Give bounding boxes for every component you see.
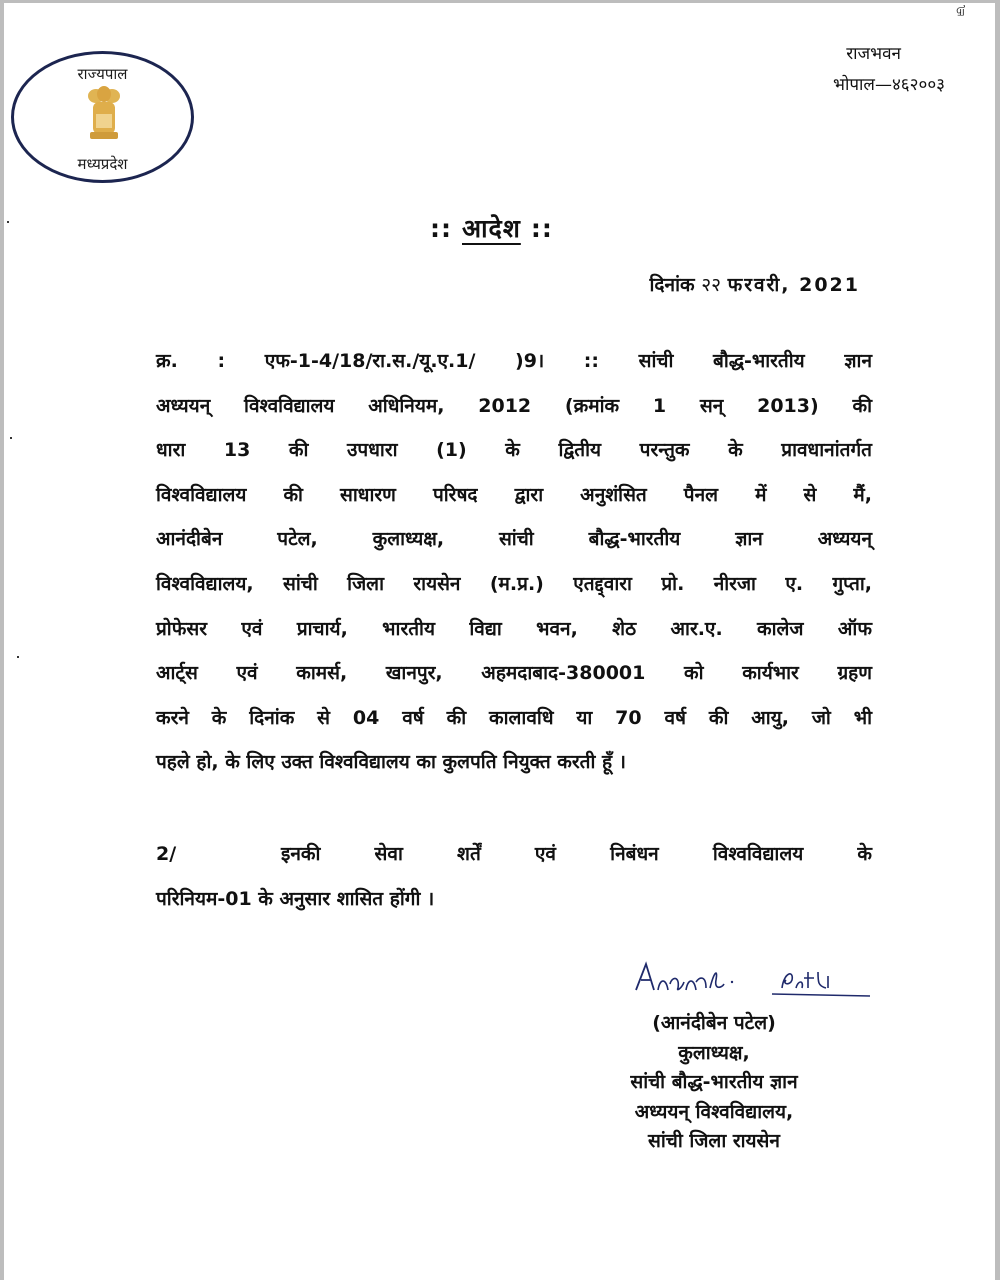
paragraph-2-line-1-text: इनकी सेवा शर्तें एवं निबंधन विश्वविद्यालय के	[281, 843, 872, 865]
handwritten-signature	[632, 958, 872, 1002]
title-prefix: ::	[430, 214, 452, 243]
seal-top-text: राज्यपाल	[77, 65, 128, 83]
paragraph-1	[156, 339, 872, 785]
paragraph-1-line: विश्वविद्यालय की साधारण परिषद द्वारा अनुशंसित पैनल में से मैं,	[156, 483, 872, 506]
governor-seal	[11, 51, 194, 183]
signatory-designation-line: सांची बौद्ध-भारतीय ज्ञान	[630, 1071, 798, 1093]
title-suffix: ::	[530, 214, 553, 243]
paragraph-1-line: धारा 13 की उपधारा (1) के द्वितीय परन्तुक के प्रावधानांतर्गत	[156, 439, 872, 462]
paragraph-1-line: विश्वविद्यालय, सांची जिला रायसेन (म.प्र.) एतद्द्वारा प्रो. नीरजा ए. गुप्ता,	[156, 572, 872, 595]
paragraph-1-line: आनंदीबेन पटेल, कुलाध्यक्ष, सांची बौद्ध-भारतीय ज्ञान अध्ययन्	[156, 528, 872, 551]
order-date	[650, 271, 860, 297]
paragraph-1-line: अध्ययन् विश्वविद्यालय अधिनियम, 2012 (क्रमांक 1 सन् 2013) की	[156, 394, 872, 417]
sender-address	[833, 39, 945, 101]
scan-speck	[17, 656, 19, 658]
address-line-1: राजभवन	[846, 44, 901, 64]
signatory-designation-line: सांची जिला रायसेन	[648, 1130, 780, 1152]
signatory-designation-line: अध्ययन् विश्वविद्यालय,	[634, 1100, 794, 1123]
paragraph-1-line: करने के दिनांक से 04 वर्ष की कालावधि या 70 वर्ष की आयु, जो भी	[156, 706, 872, 729]
paragraph-2-line-1	[156, 832, 872, 877]
signatory-name: (आनंदीबेन पटेल)	[652, 1012, 776, 1034]
paragraph-2-number: 2/	[156, 843, 177, 865]
paragraph-1-line: क्र. : एफ-1-4/18/रा.स./यू.ए.1/ )9। :: सांची बौद्ध-भारतीय ज्ञान	[156, 350, 872, 372]
paragraph-1-line: आर्ट्स एवं कामर्स, खानपुर, अहमदाबाद-380001 को कार्यभार ग्रहण	[156, 662, 872, 685]
paragraph-1-line: पहले हो, के लिए उक्त विश्वविद्यालय का कुलपति नियुक्त करती हूँ ।	[156, 751, 626, 774]
order-title	[430, 211, 553, 245]
national-emblem-icon	[86, 84, 122, 144]
title-word: आदेश	[462, 214, 521, 243]
date-label: दिनांक	[649, 274, 695, 296]
paragraph-2	[156, 832, 872, 921]
document-page	[4, 3, 995, 1280]
date-day: २२	[701, 274, 721, 296]
corner-mark: ந	[956, 5, 965, 21]
date-month-year: फरवरी, 2021	[727, 274, 860, 296]
scan-speck	[10, 437, 12, 439]
signatory-block	[584, 1009, 844, 1157]
paragraph-2-line-2: परिनियम-01 के अनुसार शासित होंगी ।	[156, 887, 435, 910]
address-line-2: भोपाल—४६२००३	[833, 75, 945, 95]
scan-speck	[7, 221, 9, 223]
seal-bottom-text: मध्यप्रदेश	[77, 155, 128, 173]
paragraph-1-line: प्रोफेसर एवं प्राचार्य, भारतीय विद्या भवन, शेठ आर.ए. कालेज ऑफ	[156, 617, 872, 640]
signatory-designation-line: कुलाध्यक्ष,	[678, 1041, 750, 1064]
